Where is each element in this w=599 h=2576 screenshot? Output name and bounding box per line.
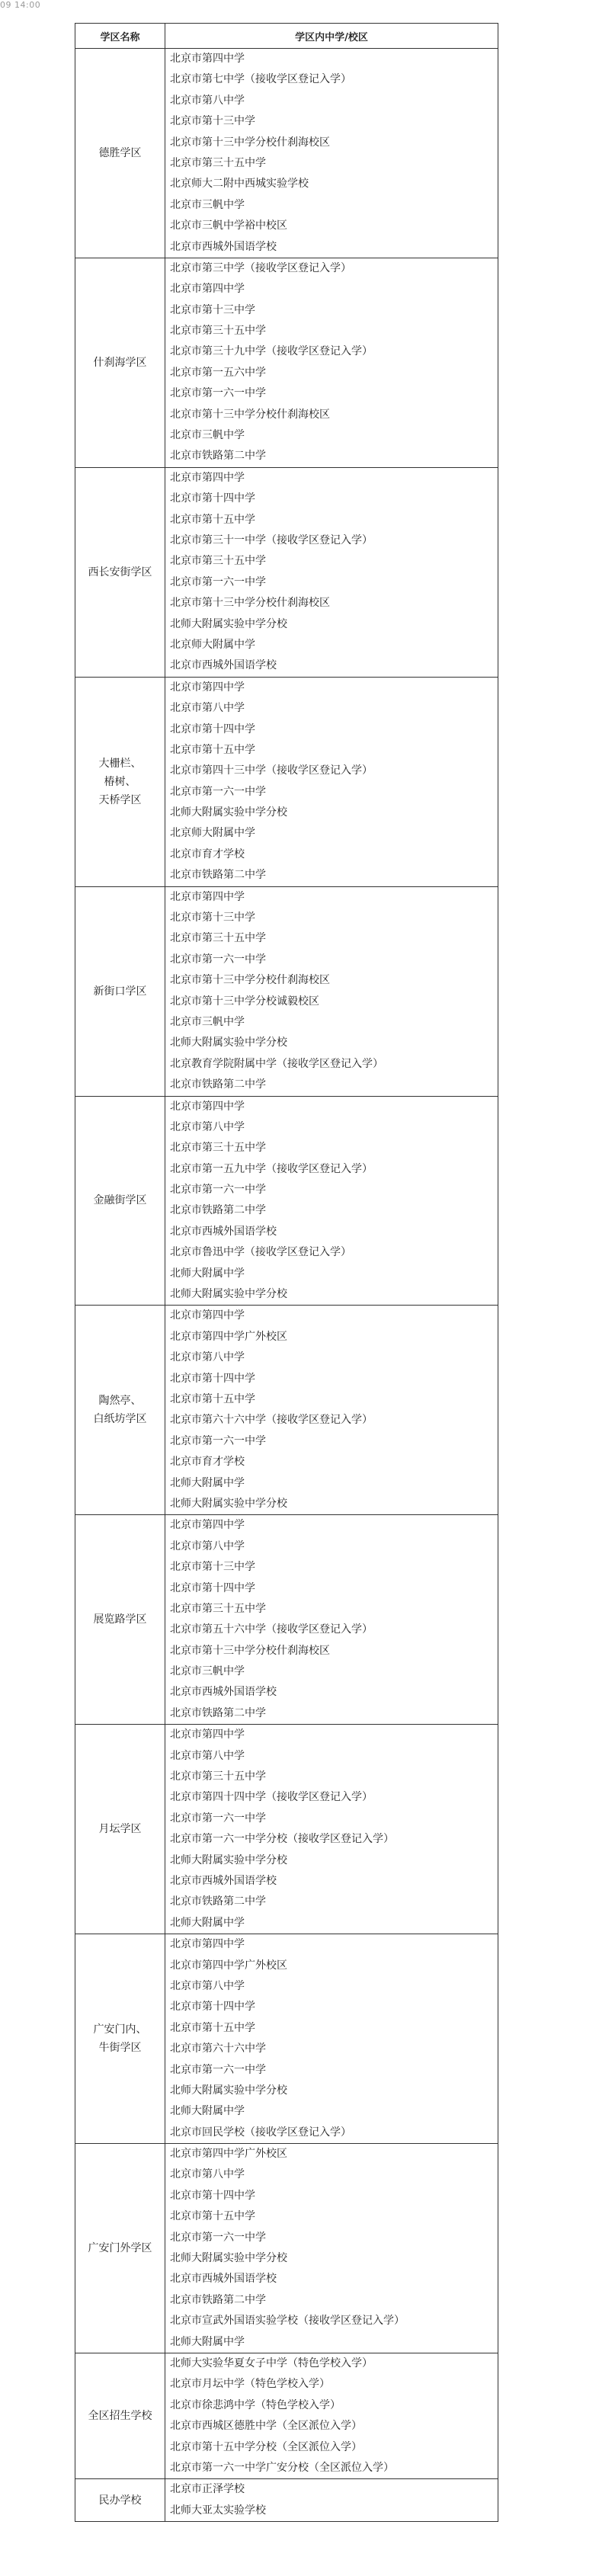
school-name: 北京市第一六一中学广安分校（全区派位入学） (170, 2461, 394, 2474)
school-name: 北京市第八中学 (170, 1540, 245, 1552)
school-name: 北京市三帆中学 (170, 1015, 245, 1028)
district-name: 全区招生学校 (88, 2410, 152, 2423)
school-name: 北京市第十四中学 (170, 722, 255, 735)
school-name: 北京市育才学校 (170, 1456, 245, 1469)
school-name: 北京市第十四中学 (170, 2001, 255, 2014)
school-name: 北京市三帆中学 (170, 429, 245, 442)
district-name: 西长安街学区 (88, 566, 152, 578)
school-name: 北京市第十四中学 (170, 1581, 255, 1594)
school-name: 北京市第十五中学 (170, 1393, 255, 1405)
school-name: 北师大附属实验中学分校 (170, 2084, 287, 2097)
school-name: 北京市第七中学（接收学区登记入学） (170, 73, 351, 86)
school-name: 北京市回民学校（接收学区登记入学） (170, 2126, 351, 2139)
school-name: 北京市第四中学 (170, 471, 245, 484)
school-name: 北京市第一六一中学 (170, 2063, 266, 2076)
school-name: 北京市第十三中学 (170, 303, 255, 316)
table-row (75, 1096, 498, 1306)
school-list-cell (165, 49, 498, 258)
district-name: 牛街学区 (98, 2042, 142, 2055)
school-name: 北京师大二附中西城实验学校 (170, 178, 309, 191)
table-row (75, 886, 498, 1096)
table-row (75, 258, 498, 467)
school-name: 北京市第三十五中学 (170, 1602, 266, 1615)
school-name: 北京市第四中学广外校区 (170, 1959, 287, 1972)
school-name: 北师大附属实验中学分校 (170, 806, 287, 819)
school-list-cell (165, 1096, 498, 1306)
district-name: 广安门内、 (93, 2023, 147, 2036)
school-name: 北京市第三十一中学（接收学区登记入学） (170, 533, 373, 546)
school-list-cell (165, 467, 498, 677)
table-body (75, 49, 498, 2522)
school-name: 北京市第十五中学分校（全区派位入学） (170, 2440, 362, 2453)
school-district-table (75, 23, 498, 2522)
school-name: 北京市第八中学 (170, 1351, 245, 1364)
school-name: 北京市第四中学广外校区 (170, 1330, 287, 1343)
district-name-cell (75, 1725, 165, 1934)
school-name: 北京市第四中学 (170, 53, 245, 65)
school-name: 北京市西城外国语学校 (170, 1686, 277, 1699)
school-name: 北京市第八中学 (170, 1749, 245, 1762)
district-name: 大栅栏、 (98, 757, 142, 770)
school-name: 北京市第一六一中学 (170, 1184, 266, 1197)
school-name: 北京市第一六一中学 (170, 387, 266, 400)
school-name: 北师大附属中学 (170, 1267, 245, 1280)
school-name: 北京市铁路第二中学 (170, 1706, 266, 1719)
school-name: 北京市第十三中学分校什刹海校区 (170, 974, 330, 987)
district-name: 椿树、 (104, 775, 136, 788)
district-name: 什刹海学区 (93, 356, 147, 369)
table-row (75, 467, 498, 677)
school-name: 北京市第八中学 (170, 2168, 245, 2181)
school-name: 北京市铁路第二中学 (170, 1078, 266, 1091)
school-name: 北京市第十三中学分校诚毅校区 (170, 995, 319, 1008)
school-list-cell (165, 2479, 498, 2522)
school-name: 北京市第六十六中学（接收学区登记入学） (170, 1414, 373, 1427)
school-list-cell (165, 1725, 498, 1934)
school-name: 北师大附属实验中学分校 (170, 1497, 287, 1510)
district-name: 新街口学区 (93, 985, 147, 998)
school-name: 北京市徐悲鸿中学（特色学校入学） (170, 2398, 341, 2411)
school-name: 北京市第一六一中学分校（接收学区登记入学） (170, 1833, 394, 1846)
school-name: 北京市第一六一中学 (170, 575, 266, 588)
school-name: 北京教育学院附属中学（接收学区登记入学） (170, 1057, 383, 1070)
school-name: 北京市第十四中学 (170, 492, 255, 505)
table-row (75, 1515, 498, 1725)
table-row (75, 49, 498, 258)
school-name: 北京师大附属中学 (170, 827, 255, 840)
school-name: 北京市第十五中学 (170, 743, 255, 756)
district-name-cell (75, 49, 165, 258)
school-name: 北京市正泽学校 (170, 2483, 245, 2496)
district-name-cell (75, 1515, 165, 1725)
school-name: 北京市第三十五中学 (170, 325, 266, 338)
school-list-cell (165, 1515, 498, 1725)
school-name: 北京市第八中学 (170, 1979, 245, 1992)
school-name: 北京市第三十五中学 (170, 1770, 266, 1783)
table-header-row (75, 24, 498, 49)
school-name: 北京市西城外国语学校 (170, 240, 277, 253)
district-name: 天桥学区 (98, 793, 142, 806)
school-name: 北京市第四中学 (170, 1309, 245, 1322)
district-name-cell (75, 886, 165, 1096)
school-name: 北京市第四中学 (170, 890, 245, 903)
school-name: 北京市第十三中学分校什刹海校区 (170, 597, 330, 610)
school-name: 北京市第四中学 (170, 1729, 245, 1741)
school-name: 北京市第六十六中学 (170, 2043, 266, 2055)
district-name: 陶然亭、 (98, 1395, 142, 1408)
district-name: 金融街学区 (93, 1194, 147, 1207)
district-name-cell (75, 467, 165, 677)
school-name: 北京市第十五中学 (170, 513, 255, 526)
school-name: 北京市西城区德胜中学（全区派位入学） (170, 2420, 362, 2433)
school-name: 北京市三帆中学裕中校区 (170, 219, 287, 232)
school-name: 北京市铁路第二中学 (170, 869, 266, 882)
district-name: 民办学校 (98, 2494, 142, 2507)
school-name: 北京市第十三中学分校什刹海校区 (170, 136, 330, 149)
header-zone-name: 学区名称 (75, 24, 165, 49)
school-name: 北京市第五十六中学（接收学区登记入学） (170, 1623, 373, 1636)
school-name: 北师大附属中学 (170, 1476, 245, 1489)
school-list-cell (165, 1934, 498, 2144)
school-name: 北师大实验华夏女子中学（特色学校入学） (170, 2357, 373, 2369)
school-name: 北京市西城外国语学校 (170, 1874, 277, 1887)
school-list-cell (165, 886, 498, 1096)
district-name: 月坛学区 (98, 1823, 142, 1836)
school-list-cell (165, 1306, 498, 1515)
school-name: 北京市第三十五中学 (170, 156, 266, 169)
school-name: 北京市第一五六中学 (170, 366, 266, 379)
school-name: 北京市第十三中学 (170, 912, 255, 924)
school-name: 北京市育才学校 (170, 847, 245, 860)
table-row (75, 1306, 498, 1515)
district-name: 德胜学区 (98, 146, 142, 159)
school-name: 北京市鲁迅中学（接收学区登记入学） (170, 1246, 351, 1259)
district-name-cell (75, 1934, 165, 2144)
school-name: 北京市铁路第二中学 (170, 450, 266, 463)
school-name: 北京市第四中学 (170, 681, 245, 694)
school-name: 北京师大附属中学 (170, 638, 255, 651)
school-name: 北京市第四中学广外校区 (170, 2148, 287, 2161)
school-name: 北京市第一六一中学 (170, 1812, 266, 1825)
timestamp-label: 09 14:00 (0, 0, 41, 10)
header-schools: 学区内中学/校区 (165, 24, 498, 49)
school-name: 北京市宣武外国语实验学校（接收学区登记入学） (170, 2315, 405, 2328)
school-name: 北京市第八中学 (170, 94, 245, 107)
school-name: 北京市第一六一中学 (170, 1434, 266, 1447)
school-list-cell (165, 2144, 498, 2353)
school-name: 北师大附属实验中学分校 (170, 1854, 287, 1866)
school-name: 北师大附属实验中学分校 (170, 1036, 287, 1049)
district-name-cell (75, 2353, 165, 2478)
school-name: 北京市第十五中学 (170, 2210, 255, 2223)
school-name: 北京市第十三中学分校什刹海校区 (170, 1644, 330, 1657)
school-name: 北京市第四中学 (170, 1100, 245, 1113)
school-name: 北师大附属中学 (170, 2335, 245, 2348)
school-name: 北京市第一五九中学（接收学区登记入学） (170, 1162, 373, 1175)
district-name: 展览路学区 (93, 1613, 147, 1626)
district-name-cell (75, 2479, 165, 2522)
school-name: 北京市第十三中学 (170, 115, 255, 128)
school-name: 北京市第十三中学分校什刹海校区 (170, 408, 330, 421)
school-name: 北师大附属实验中学分校 (170, 617, 287, 630)
school-name: 北京市第八中学 (170, 702, 245, 715)
school-name: 北京市西城外国语学校 (170, 1225, 277, 1238)
school-name: 北京市西城外国语学校 (170, 2273, 277, 2286)
school-name: 北京市三帆中学 (170, 198, 245, 211)
table-row (75, 1934, 498, 2144)
school-name: 北师大附属实验中学分校 (170, 1288, 287, 1301)
district-name-cell (75, 677, 165, 886)
school-name: 北师大亚太实验学校 (170, 2504, 266, 2517)
school-list-cell (165, 258, 498, 467)
table-row (75, 677, 498, 886)
school-name: 北师大附属中学 (170, 2105, 245, 2118)
table-row (75, 1725, 498, 1934)
school-name: 北京市第三十五中学 (170, 932, 266, 945)
school-name: 北京市三帆中学 (170, 1665, 245, 1678)
school-name: 北京市第四十四中学（接收学区登记入学） (170, 1791, 373, 1804)
school-name: 北京市第十三中学 (170, 1561, 255, 1574)
school-name: 北京市第一六一中学 (170, 785, 266, 798)
school-name: 北京市第一六一中学 (170, 2231, 266, 2244)
school-name: 北京市西城外国语学校 (170, 659, 277, 672)
table-row (75, 2353, 498, 2478)
school-name: 北京市铁路第二中学 (170, 1204, 266, 1217)
school-list-cell (165, 677, 498, 886)
table-row (75, 2144, 498, 2353)
school-name: 北京市第十四中学 (170, 1372, 255, 1385)
district-name-cell (75, 1306, 165, 1515)
school-name: 北京市第一六一中学 (170, 953, 266, 966)
school-name: 北京市第三十五中学 (170, 1142, 266, 1155)
school-name: 北京市铁路第二中学 (170, 1895, 266, 1908)
table-row (75, 2479, 498, 2522)
school-name: 北京市第四中学 (170, 1938, 245, 1951)
school-name: 北京市第八中学 (170, 1120, 245, 1133)
district-name-cell (75, 258, 165, 467)
school-name: 北京市第十四中学 (170, 2189, 255, 2202)
school-name: 北京市第三十九中学（接收学区登记入学） (170, 345, 373, 358)
district-name-cell (75, 1096, 165, 1306)
district-name: 广安门外学区 (88, 2242, 152, 2255)
school-name: 北京市第四十三中学（接收学区登记入学） (170, 764, 373, 777)
school-name: 北师大附属实验中学分校 (170, 2252, 287, 2265)
school-name: 北京市月坛中学（特色学校入学） (170, 2378, 330, 2391)
school-name: 北师大附属中学 (170, 1916, 245, 1929)
school-name: 北京市第三中学（接收学区登记入学） (170, 261, 351, 274)
school-name: 北京市第三十五中学 (170, 555, 266, 568)
district-name: 白纸坊学区 (93, 1413, 147, 1426)
school-name: 北京市第十五中学 (170, 2021, 255, 2034)
school-name: 北京市第四中学 (170, 283, 245, 296)
district-name-cell (75, 2144, 165, 2353)
school-name: 北京市铁路第二中学 (170, 2293, 266, 2306)
school-name: 北京市第四中学 (170, 1519, 245, 1532)
school-list-cell (165, 2353, 498, 2478)
